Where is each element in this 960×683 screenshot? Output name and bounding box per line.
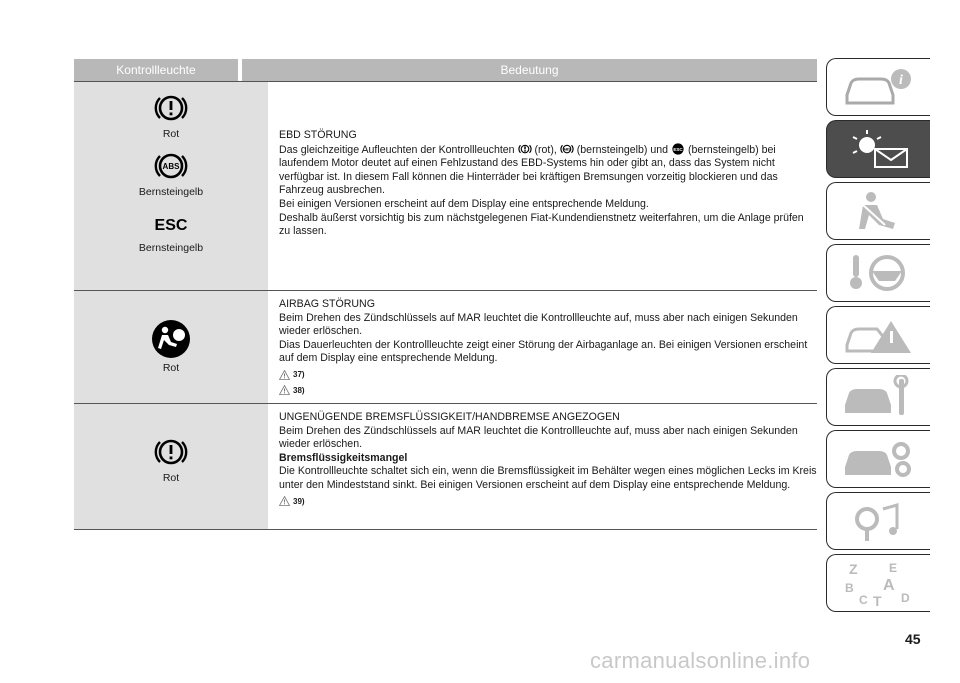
abs-icon xyxy=(560,143,574,155)
warning-triangle-icon xyxy=(279,496,290,506)
svg-text:E: E xyxy=(888,561,897,575)
warning-triangle-icon xyxy=(279,385,290,395)
meaning-column xyxy=(268,82,817,290)
svg-text:i: i xyxy=(898,73,903,88)
entry-paragraph: Bei einigen Versionen erscheint auf dem Display eine entsprechende Meldung. xyxy=(279,197,649,210)
car-info-icon xyxy=(839,65,919,109)
lamp-color-label: Rot xyxy=(162,362,180,374)
warning-reference[interactable]: 38) xyxy=(279,384,817,398)
svg-text:ESC: ESC xyxy=(673,146,683,152)
lamp-airbag xyxy=(150,318,192,374)
tab-maintenance[interactable] xyxy=(826,368,930,426)
warning-lights-icon xyxy=(839,127,919,171)
svg-text:A: A xyxy=(882,577,895,594)
lamp-column xyxy=(74,82,268,290)
car-maintenance-icon xyxy=(839,375,919,419)
tab-index[interactable] xyxy=(826,554,930,612)
index-letters-icon xyxy=(839,558,919,608)
tab-starting-driving[interactable] xyxy=(826,244,930,302)
meaning-column xyxy=(268,291,817,403)
steering-wheel-key-icon xyxy=(839,251,919,295)
lamp-color-label: Rot xyxy=(162,128,180,140)
entry-paragraph: Das gleichzeitige Aufleuchten der Kontrollleuchten (rot), ABS (bernsteingelb) und ESC (bernsteingelb) bei laufendem Motor deutet auf einen Fehlzustand des EBD-Systems hin oder gibt an, dass das System nicht verfügbar ist. In diesem Fall können die Hinterräder bei kräftigen Bremsungen vorzeitig blockieren und das Fahrzeug ausbrechen. xyxy=(279,143,778,197)
lamp-color-label: Bernsteingelb xyxy=(138,186,204,198)
svg-text:ABS: ABS xyxy=(563,147,571,152)
table-row xyxy=(74,403,817,530)
page-number: 45 xyxy=(905,631,921,647)
lamp-brake-fluid xyxy=(153,434,189,484)
entry-subheading: Bremsflüssigkeitsmangel xyxy=(279,451,408,464)
watermark: carmanualsonline.info xyxy=(590,648,811,673)
svg-text:D: D xyxy=(900,591,910,605)
tab-multimedia[interactable] xyxy=(826,492,930,550)
car-specs-icon xyxy=(839,437,919,481)
esc-icon xyxy=(153,206,189,240)
table-row xyxy=(74,81,817,290)
svg-text:ABS: ABS xyxy=(162,162,180,171)
warning-reference[interactable]: 37) xyxy=(279,368,817,382)
svg-text:C: C xyxy=(858,593,868,607)
brake-warning-icon xyxy=(518,143,532,155)
warning-reference[interactable]: 39) xyxy=(279,495,817,509)
svg-text:ESC: ESC xyxy=(154,217,188,234)
lamp-color-label: Rot xyxy=(162,472,180,484)
accident-warning-icon xyxy=(839,313,919,357)
lamp-color-label: Bernsteingelb xyxy=(138,242,204,254)
tab-warning-lights[interactable] xyxy=(826,120,930,178)
lamp-column xyxy=(74,404,268,530)
meaning-column xyxy=(268,404,817,530)
entry-paragraph: Dias Dauerleuchten der Kontrollleuchte zeigt einer Störung der Airbaganlage an. Bei einigen Versionen erscheint auf dem Display eine entsprechende Meldung. xyxy=(279,338,808,365)
entry-title: EBD STÖRUNG xyxy=(279,129,357,141)
airbag-icon xyxy=(150,318,192,360)
entry-title: UNGENÜGENDE BREMSFLÜSSIGKEIT/HANDBREMSE ANGEZOGEN xyxy=(279,411,620,423)
entry-paragraph: Beim Drehen des Zündschlüssels auf MAR leuchtet die Kontrollleuchte auf, muss aber nach einigen Sekunden wieder erlöschen. xyxy=(279,311,798,338)
svg-text:Z: Z xyxy=(848,561,858,577)
lamp-brake xyxy=(153,90,189,140)
multimedia-icon xyxy=(839,499,919,543)
brake-warning-icon xyxy=(153,434,189,470)
table-bottom-rule xyxy=(74,529,817,530)
esc-icon xyxy=(671,143,685,155)
tab-technical-data[interactable] xyxy=(826,430,930,488)
svg-text:T: T xyxy=(872,593,882,608)
warning-triangle-icon xyxy=(279,370,290,380)
tab-emergency[interactable] xyxy=(826,306,930,364)
entry-paragraph: Deshalb äußerst vorsichtig bis zum nächstgelegenen Fiat-Kundendienstnetz weiterfahren, um die Anlage prüfen zu lassen. xyxy=(279,211,804,238)
svg-text:B: B xyxy=(844,581,854,595)
entry-paragraph: Beim Drehen des Zündschlüssels auf MAR leuchtet die Kontrollleuchte auf, muss aber nach einigen Sekunden wieder erlöschen. xyxy=(279,424,798,451)
seatbelt-airbag-icon xyxy=(839,189,919,233)
abs-icon xyxy=(153,148,189,184)
tab-car-info[interactable] xyxy=(826,58,930,116)
table-row xyxy=(74,290,817,403)
lamp-column xyxy=(74,291,268,403)
brake-warning-icon xyxy=(153,90,189,126)
table-header xyxy=(74,59,817,81)
header-bedeutung: Bedeutung xyxy=(242,59,817,81)
lamp-abs xyxy=(139,148,203,198)
entry-paragraph: Die Kontrollleuchte schaltet sich ein, wenn die Bremsflüssigkeit im Behälter wegen eines möglichen Lecks im Kreis unter den Mindeststand sinkt. Bei einigen Versionen erscheint auf dem Display eine entsprechende Meldung. xyxy=(279,465,817,491)
lamp-esc xyxy=(139,206,203,254)
header-kontrollleuchte: Kontrollleuchte xyxy=(74,59,238,81)
entry-title: AIRBAG STÖRUNG xyxy=(279,298,375,310)
tab-safety[interactable] xyxy=(826,182,930,240)
warning-light-table xyxy=(74,59,817,530)
